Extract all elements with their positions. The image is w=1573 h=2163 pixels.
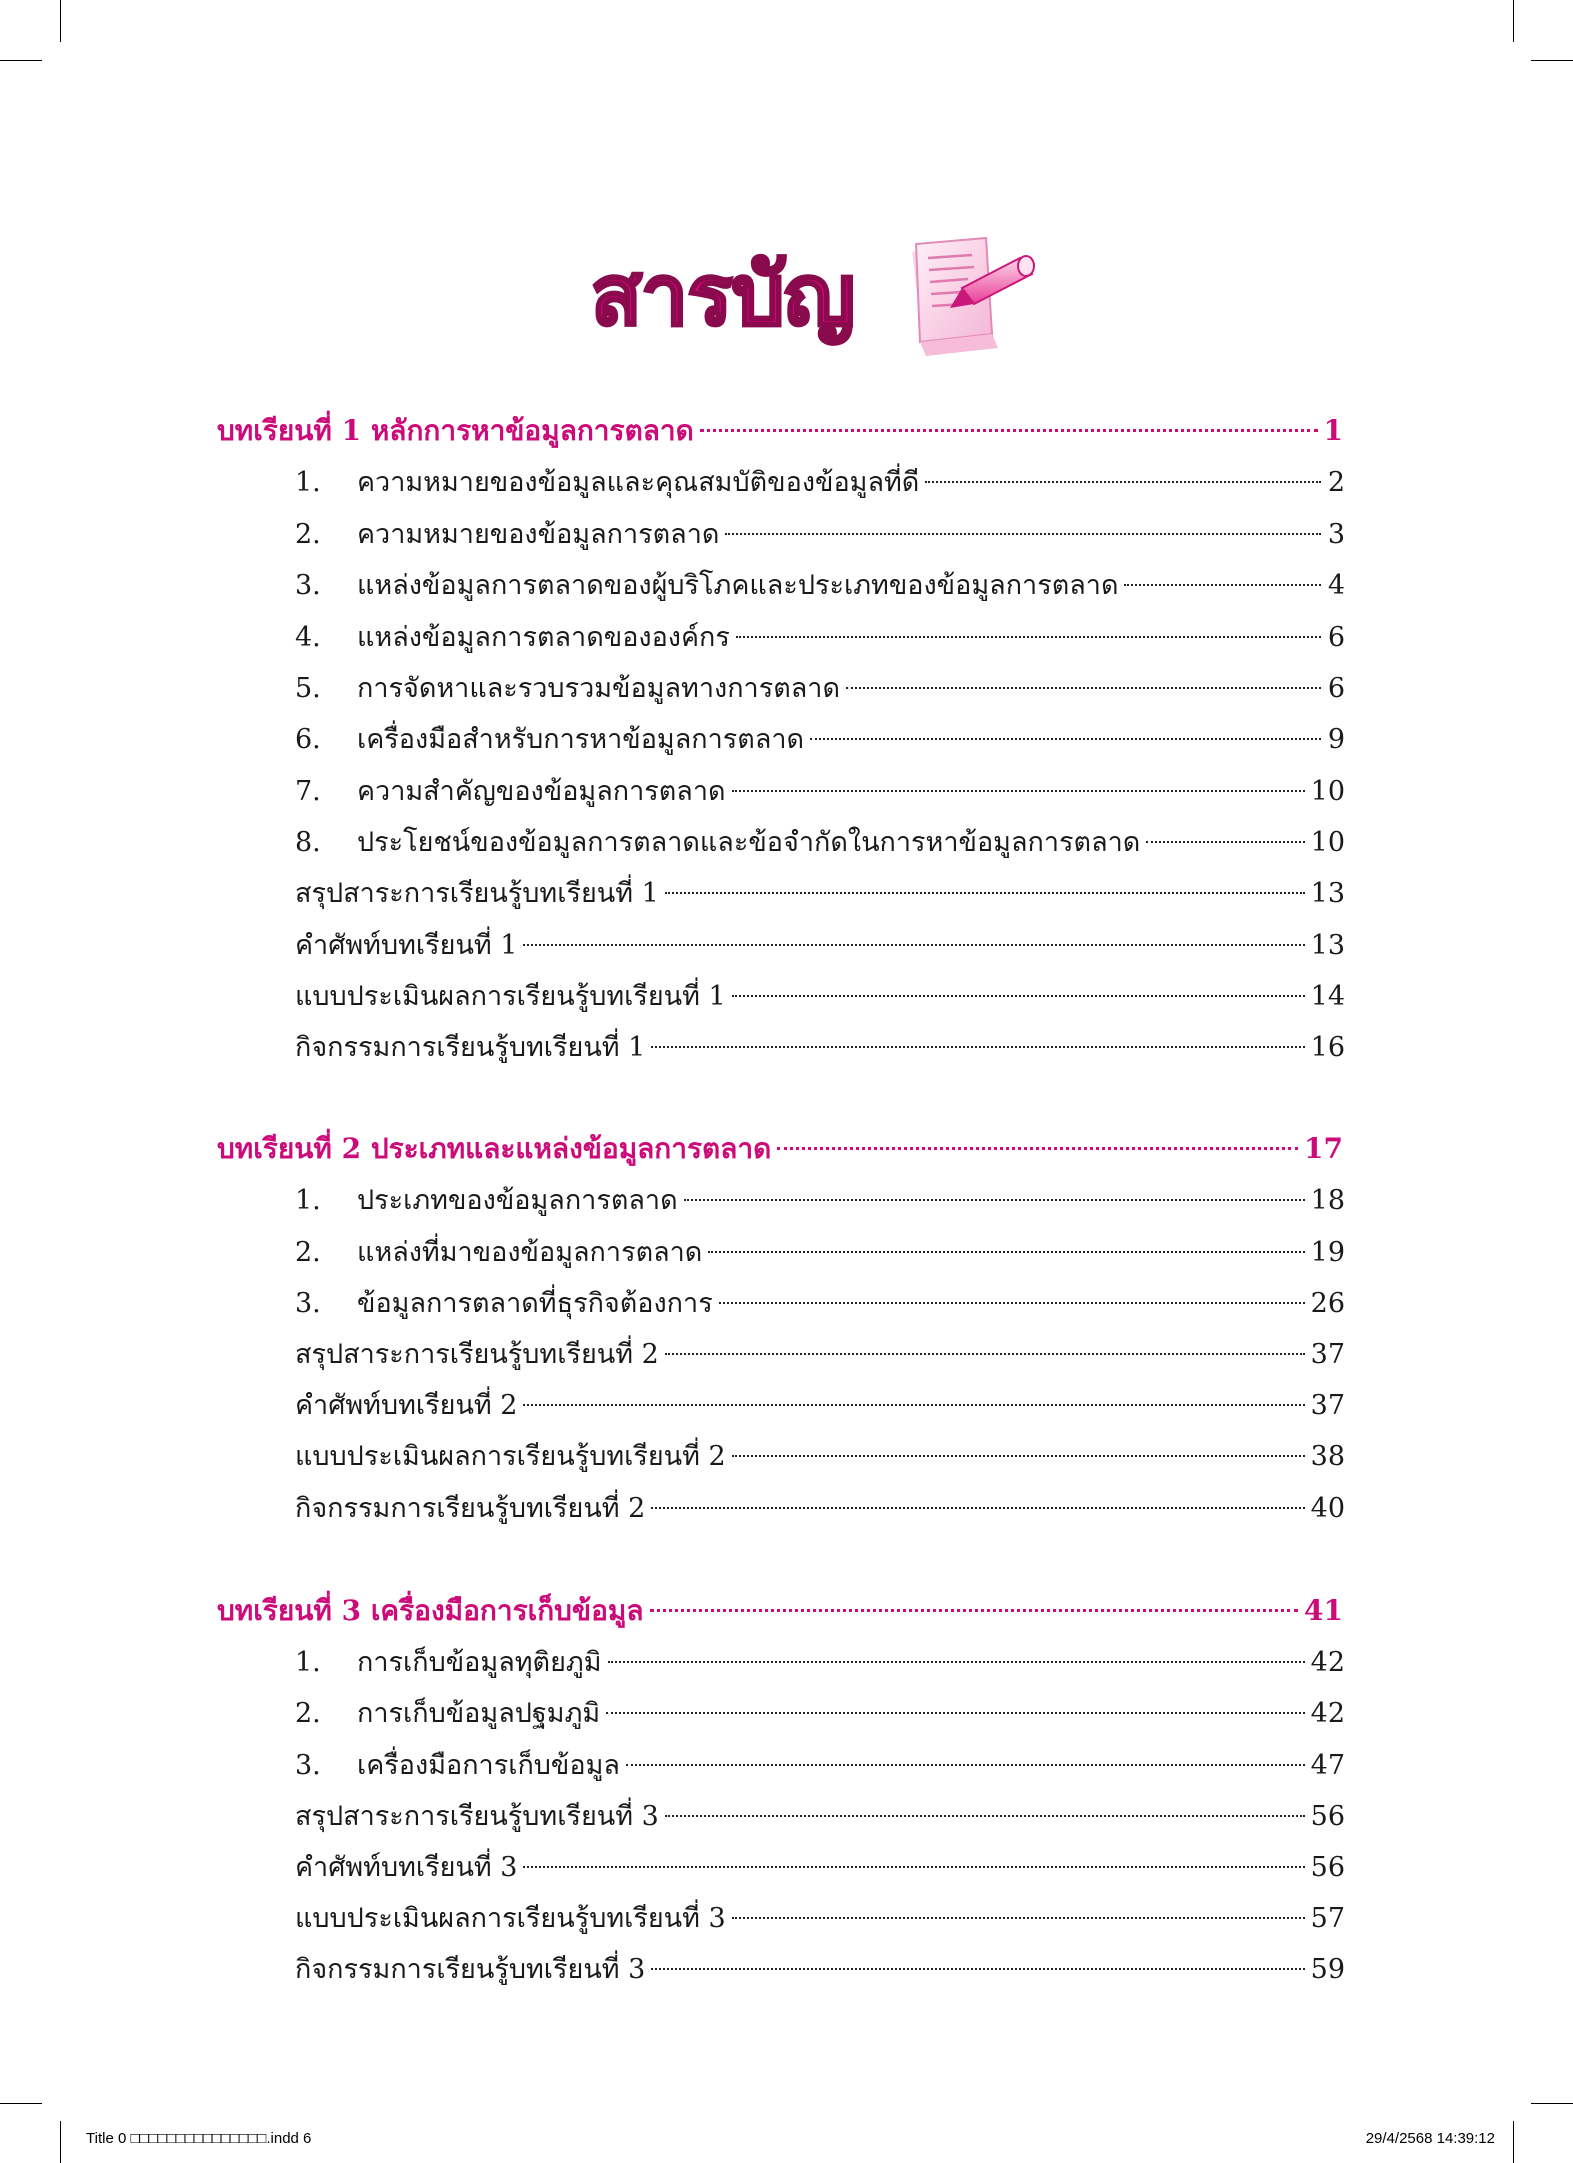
page-number: 10 [1310,776,1345,807]
item-number: 3. [295,1750,321,1781]
page-number: 42 [1310,1698,1345,1729]
item-title: สรุปสาระการเรียนรู้บทเรียนที่ 2 [295,1339,659,1370]
footer-timestamp: 29/4/2568 14:39:12 [1365,2130,1495,2147]
item-title: การเก็บข้อมูลทุติยภูมิ [357,1647,602,1678]
item-title: คำศัพท์บทเรียนที่ 1 [295,930,518,961]
item-title: ประเภทของข้อมูลการตลาด [357,1185,678,1216]
crop-mark [0,2103,42,2104]
page-number: 13 [1310,930,1345,961]
item-title: ความหมายของข้อมูลการตลาด [357,519,720,550]
dot-leader [651,1968,1304,1970]
page-number: 57 [1310,1903,1345,1934]
page-number: 26 [1310,1288,1345,1319]
page-number: 4 [1327,570,1345,601]
item-title: แบบประเมินผลการเรียนรู้บทเรียนที่ 3 [295,1903,726,1934]
chapter-heading: บทเรียนที่ 3 เครื่องมือการเก็บข้อมูล [217,1594,644,1627]
page-number: 37 [1310,1339,1345,1370]
dot-leader [626,1764,1305,1766]
page-number: 3 [1327,519,1345,550]
toc-item[interactable] [295,1231,1345,1275]
item-title: สรุปสาระการเรียนรู้บทเรียนที่ 1 [295,878,659,909]
dot-leader [650,1609,1299,1612]
toc-item[interactable] [295,1897,1345,1941]
dot-leader [725,533,1321,535]
crop-mark [60,0,61,42]
item-number: 2. [295,1698,321,1729]
page-number: 9 [1327,724,1345,755]
item-title: ข้อมูลการตลาดที่ธุรกิจต้องการ [357,1288,713,1319]
toc-item[interactable] [295,513,1345,557]
toc-item[interactable] [295,1282,1345,1326]
toc-item[interactable] [295,924,1345,968]
dot-leader [606,1712,1304,1714]
dot-leader [736,636,1321,638]
dot-leader [708,1251,1304,1253]
item-number: 5. [295,673,321,704]
toc-item[interactable] [295,461,1345,505]
page-number: 1 [1323,414,1343,447]
dot-leader [719,1302,1305,1304]
item-title: ความสำคัญของข้อมูลการตลาด [357,776,726,807]
item-title: กิจกรรมการเรียนรู้บทเรียนที่ 2 [295,1493,646,1524]
dot-leader [608,1661,1305,1663]
crop-mark [0,60,42,61]
item-number: 4. [295,622,321,653]
chapter-heading: บทเรียนที่ 2 ประเภทและแหล่งข้อมูลการตลาด [217,1132,772,1165]
item-number: 3. [295,570,321,601]
toc-chapter-1[interactable] [217,409,1343,453]
page-number: 14 [1310,981,1345,1012]
toc-item[interactable] [295,1384,1345,1428]
page-number: 18 [1310,1185,1345,1216]
item-title: เครื่องมือการเก็บข้อมูล [357,1750,620,1781]
toc-chapter-3[interactable] [217,1589,1343,1633]
item-number: 1. [295,1647,321,1678]
dot-leader [665,1353,1305,1355]
item-title: ประโยชน์ของข้อมูลการตลาดและข้อจำกัดในการหาข้อมูลการตลาด [357,827,1141,858]
item-title: ความหมายของข้อมูลและคุณสมบัติของข้อมูลที่ดี [357,467,920,498]
toc-item[interactable] [295,821,1345,865]
item-title: คำศัพท์บทเรียนที่ 2 [295,1390,518,1421]
item-title: สรุปสาระการเรียนรู้บทเรียนที่ 3 [295,1801,659,1832]
page-number: 6 [1327,622,1345,653]
dot-leader [1146,841,1304,843]
item-title: การเก็บข้อมูลปฐมภูมิ [357,1698,601,1729]
page-number: 2 [1327,467,1345,498]
page-number: 37 [1310,1390,1345,1421]
dot-leader [846,687,1321,689]
dot-leader [732,1917,1305,1919]
page-number: 10 [1310,827,1345,858]
page-number: 6 [1327,673,1345,704]
toc-item[interactable] [295,616,1345,660]
dot-leader [925,481,1321,483]
item-title: เครื่องมือสำหรับการหาข้อมูลการตลาด [357,724,805,755]
title-block [0,230,1573,360]
toc-item[interactable] [295,718,1345,762]
dot-leader [523,1404,1304,1406]
toc-item[interactable] [295,1846,1345,1890]
page-number: 42 [1310,1647,1345,1678]
chapter-heading: บทเรียนที่ 1 หลักการหาข้อมูลการตลาด [217,414,694,447]
page-number: 40 [1310,1493,1345,1524]
toc-item[interactable] [295,564,1345,608]
page-number: 19 [1310,1237,1345,1268]
dot-leader [777,1147,1298,1150]
toc-item[interactable] [295,770,1345,814]
item-title: แบบประเมินผลการเรียนรู้บทเรียนที่ 2 [295,1441,726,1472]
document-pencil-icon [902,230,1042,360]
dot-leader [732,1455,1305,1457]
item-number: 2. [295,519,321,550]
item-title: แหล่งที่มาของข้อมูลการตลาด [357,1237,703,1268]
page-number: 17 [1304,1132,1343,1165]
item-number: 3. [295,1288,321,1319]
item-title: กิจกรรมการเรียนรู้บทเรียนที่ 1 [295,1032,646,1063]
item-title: แหล่งข้อมูลการตลาดขององค์กร [357,622,730,653]
page-number: 16 [1310,1032,1345,1063]
dot-leader [665,1815,1305,1817]
dot-leader [1124,584,1321,586]
toc-item[interactable] [295,975,1345,1019]
page-number: 41 [1304,1594,1343,1627]
footer-file-slug: Title 0 □□□□□□□□□□□□□□□.indd 6 [86,2130,312,2147]
page-number: 56 [1310,1852,1345,1883]
toc-item[interactable] [295,1333,1345,1377]
page-number: 38 [1310,1441,1345,1472]
item-title: แหล่งข้อมูลการตลาดของผู้บริโภคและประเภทของข้อมูลการตลาด [357,570,1119,601]
toc-item[interactable] [295,1179,1345,1223]
toc-item[interactable] [295,1948,1345,1992]
crop-mark [1513,0,1514,42]
item-number: 1. [295,467,321,498]
dot-leader [732,995,1305,997]
toc-item[interactable] [295,667,1345,711]
item-number: 1. [295,1185,321,1216]
page-number: 13 [1310,878,1345,909]
item-number: 6. [295,724,321,755]
page-title: สารบัญ [590,246,855,344]
item-title: กิจกรรมการเรียนรู้บทเรียนที่ 3 [295,1954,646,1985]
dot-leader [651,1046,1304,1048]
dot-leader [732,790,1305,792]
dot-leader [651,1507,1304,1509]
item-number: 7. [295,776,321,807]
item-number: 2. [295,1237,321,1268]
dot-leader [665,892,1305,894]
page-number: 59 [1310,1954,1345,1985]
item-title: คำศัพท์บทเรียนที่ 3 [295,1852,518,1883]
page-number: 47 [1310,1750,1345,1781]
item-number: 8. [295,827,321,858]
toc-item[interactable] [295,1692,1345,1736]
crop-mark [1531,2103,1573,2104]
crop-mark [1531,60,1573,61]
dot-leader [700,429,1318,432]
toc-item[interactable] [295,1744,1345,1788]
toc-item[interactable] [295,1641,1345,1685]
item-title: การจัดหาและรวบรวมข้อมูลทางการตลาด [357,673,840,704]
crop-mark [1513,2121,1514,2163]
toc-item[interactable] [295,1487,1345,1531]
dot-leader [810,738,1321,740]
toc-item[interactable] [295,1435,1345,1479]
page-number: 56 [1310,1801,1345,1832]
crop-mark [60,2121,61,2163]
toc-item[interactable] [295,1026,1345,1070]
toc-item[interactable] [295,1795,1345,1839]
toc-chapter-2[interactable] [217,1127,1343,1171]
dot-leader [684,1199,1305,1201]
dot-leader [523,944,1304,946]
item-title: แบบประเมินผลการเรียนรู้บทเรียนที่ 1 [295,981,726,1012]
toc-item[interactable] [295,872,1345,916]
dot-leader [523,1866,1304,1868]
